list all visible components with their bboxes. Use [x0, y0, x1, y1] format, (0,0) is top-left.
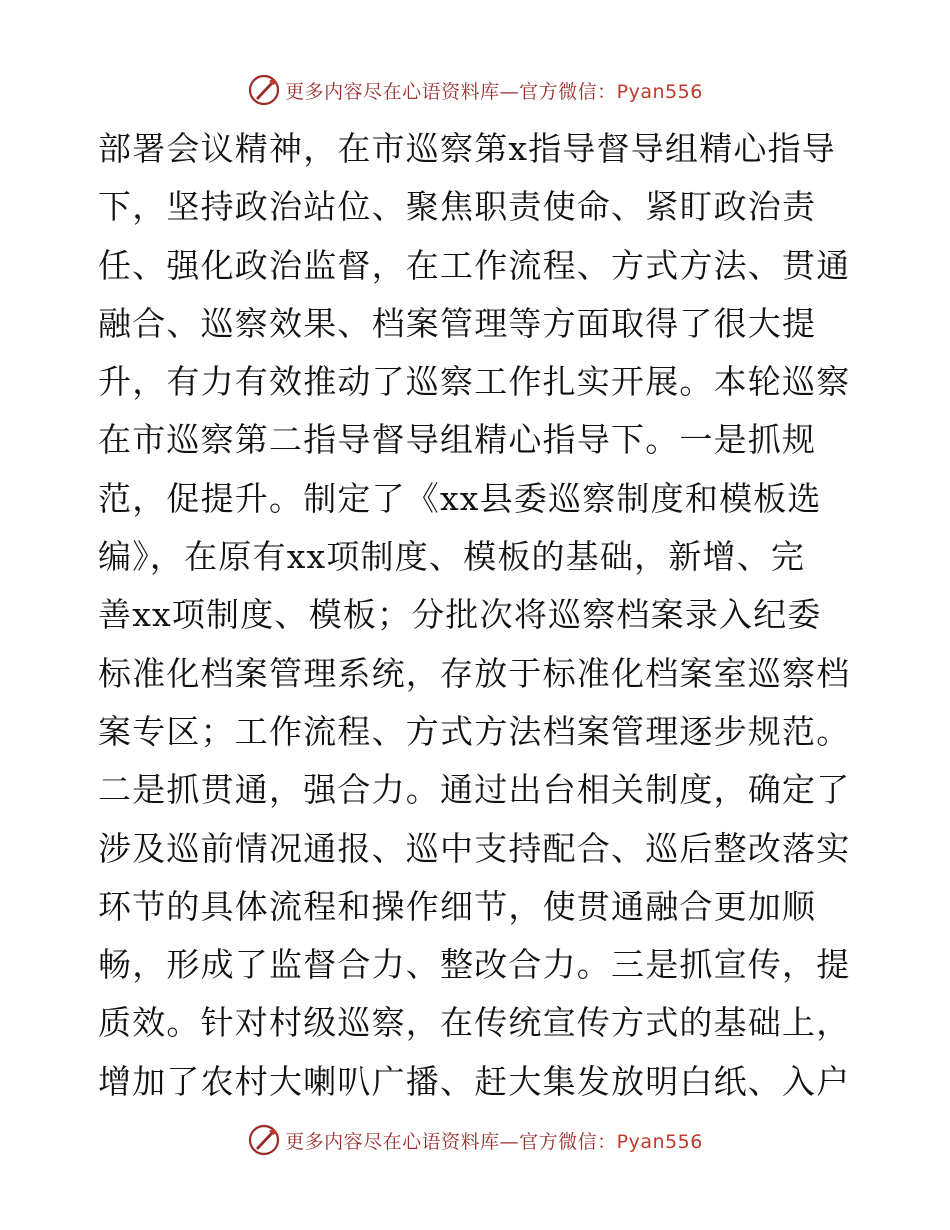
body-line: 二是抓贯通，强合力。通过出台相关制度，确定了 [98, 770, 851, 810]
body-line: 部署会议精神，在市巡察第x指导督导组精心指导 [98, 129, 837, 168]
body-line: 标准化档案管理系统，存放于标准化档案室巡察档 [98, 653, 851, 693]
quill-logo-icon [247, 73, 281, 107]
watermark-text: 更多内容尽在心语资料库—官方微信：Pyan556 [285, 80, 703, 103]
body-line: 融合、巡察效果、档案管理等方面取得了很大提 [98, 303, 817, 343]
wechat-id: Pyan556 [616, 80, 703, 103]
watermark-text: 更多内容尽在心语资料库—官方微信：Pyan556 [285, 1130, 703, 1153]
body-line: 环节的具体流程和操作细节，使贯通融合更加顺 [98, 886, 817, 926]
body-line: 案专区；工作流程、方式方法档案管理逐步规范。 [98, 711, 851, 751]
wechat-id: Pyan556 [616, 1130, 703, 1153]
body-line: 善xx项制度、模板；分批次将巡察档案录入纪委 [98, 595, 822, 635]
body-line: 增加了农村大喇叭广播、赶大集发放明白纸、入户 [98, 1061, 851, 1101]
body-line: 范，促提升。制定了《xx县委巡察制度和模板选 [98, 478, 822, 518]
body-line: 质效。针对村级巡察，在传统宣传方式的基础上， [98, 1003, 851, 1043]
document-body [98, 120, 858, 1111]
body-line: 升，有力有效推动了巡察工作扎实开展。本轮巡察 [98, 362, 851, 402]
body-line: 编》，在原有xx项制度、模板的基础，新增、完 [98, 537, 806, 577]
body-line: 涉及巡前情况通报、巡中支持配合、巡后整改落实 [98, 828, 851, 868]
body-line: 在市巡察第二指导督导组精心指导下。一是抓规 [98, 420, 817, 460]
header-watermark [0, 70, 950, 110]
body-line: 下，坚持政治站位、聚焦职责使命、紧盯政治责 [98, 187, 817, 227]
body-line: 畅，形成了监督合力、整改合力。三是抓宣传，提 [98, 945, 851, 985]
footer-watermark [0, 1120, 950, 1160]
body-line: 任、强化政治监督，在工作流程、方式方法、贯通 [98, 245, 851, 285]
quill-logo-icon [247, 1123, 281, 1157]
